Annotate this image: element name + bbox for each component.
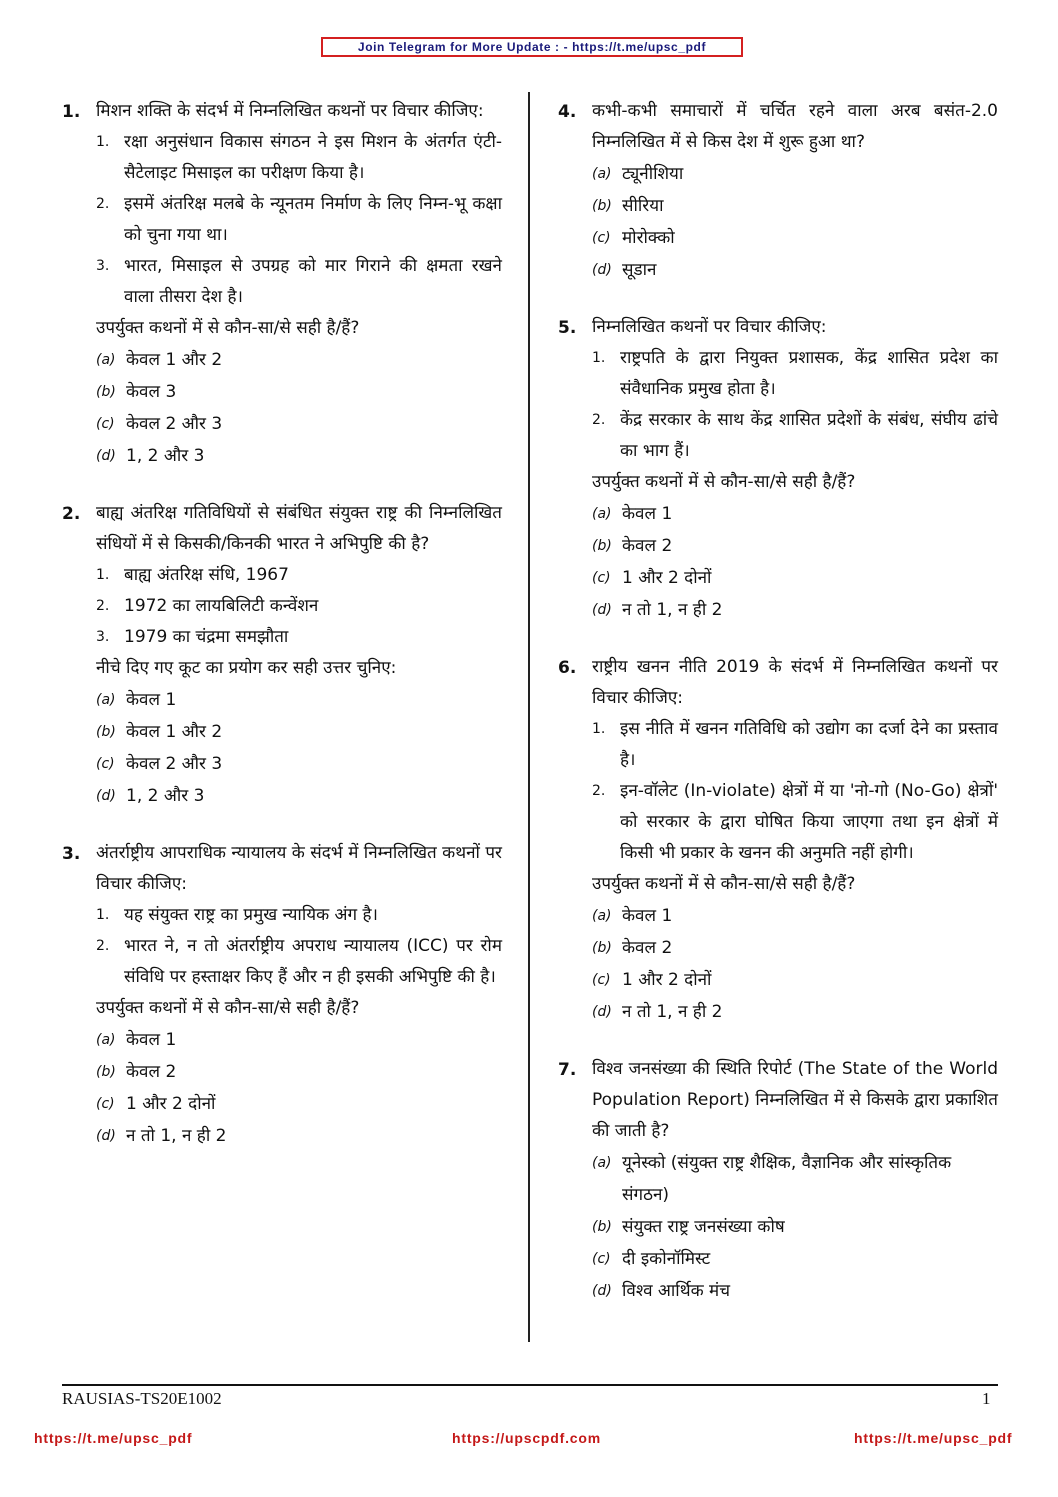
statement-number: 1. (96, 907, 110, 923)
statement-number: 2. (96, 598, 110, 614)
question-number: 4. (558, 102, 577, 122)
question-text: अंतर्राष्ट्रीय आपराधिक न्यायालय के संदर्भ में निम्नलिखित कथनों पर विचार कीजिए: (96, 843, 502, 894)
option-letter: (b) (592, 940, 612, 956)
question-text: राष्ट्रीय खनन नीति 2019 के संदर्भ में निम्नलिखित कथनों पर विचार कीजिए: (592, 657, 998, 708)
option-letter: (b) (592, 198, 612, 214)
question-block (558, 312, 998, 626)
answer-option[interactable] (592, 498, 998, 530)
question-text: निम्नलिखित कथनों पर विचार कीजिए: (592, 317, 827, 337)
question-prompt: उपर्युक्त कथनों में से कौन-सा/से सही है/हैं? (592, 472, 856, 492)
footer-link-left[interactable]: https://t.me/upsc_pdf (34, 1430, 193, 1446)
statement-text: भारत, मिसाइल से उपग्रह को मार गिराने की क्षमता रखने वाला तीसरा देश है। (124, 256, 502, 307)
option-letter: (a) (96, 692, 116, 708)
question-block (558, 652, 998, 1028)
option-letter: (d) (96, 448, 116, 464)
statement-text: भारत ने, न तो अंतर्राष्ट्रीय अपराध न्यायालय (ICC) पर रोम संविधि पर हस्ताक्षर किए हैं और न ही इसकी अभिपुष्टि की है। (124, 936, 502, 987)
answer-option[interactable] (96, 748, 502, 780)
option-text: केवल 1 (126, 1030, 177, 1050)
statement-number: 2. (592, 412, 606, 428)
option-letter: (b) (96, 384, 116, 400)
statement-text: केंद्र सरकार के साथ केंद्र शासित प्रदेशों के संबंध, संघीय ढांचे का भाग हैं। (620, 410, 998, 461)
question-body (592, 652, 998, 1028)
question-number: 3. (62, 844, 81, 864)
statement-number: 2. (96, 938, 110, 954)
question-body (96, 838, 502, 1152)
statement-number: 3. (96, 258, 110, 274)
option-text: केवल 1 (622, 504, 673, 524)
answer-option[interactable] (96, 1088, 502, 1120)
statement-text: इसमें अंतरिक्ष मलबे के न्यूनतम निर्माण के लिए निम्न-भू कक्षा को चुना गया था। (124, 194, 502, 245)
statement-item (592, 343, 998, 405)
statement-number: 1. (96, 134, 110, 150)
question-number: 6. (558, 658, 577, 678)
answer-option[interactable] (96, 376, 502, 408)
statement-number: 2. (96, 196, 110, 212)
option-text: केवल 1 और 2 (126, 350, 223, 370)
statement-text: 1972 का लायबिलिटी कन्वेंशन (124, 596, 319, 616)
statement-item (96, 591, 502, 622)
answer-option[interactable] (592, 1211, 998, 1243)
option-text: केवल 2 और 3 (126, 414, 223, 434)
answer-option[interactable] (592, 1275, 998, 1307)
option-text: 1, 2 और 3 (126, 446, 205, 466)
option-text: सूडान (622, 260, 657, 280)
answer-option[interactable] (592, 530, 998, 562)
statement-item (592, 714, 998, 776)
statement-item (96, 931, 502, 993)
option-letter: (d) (592, 1283, 612, 1299)
statement-text: रक्षा अनुसंधान विकास संगठन ने इस मिशन के अंतर्गत एंटी-सैटेलाइट मिसाइल का परीक्षण किया है। (124, 132, 502, 183)
question-prompt: नीचे दिए गए कूट का प्रयोग कर सही उत्तर चुनिए: (96, 658, 397, 678)
question-body (96, 96, 502, 472)
option-letter: (d) (592, 262, 612, 278)
question-block (558, 1054, 998, 1307)
left-column (62, 96, 502, 1178)
statement-number: 1. (96, 567, 110, 583)
question-prompt: उपर्युक्त कथनों में से कौन-सा/से सही है/हैं? (96, 998, 360, 1018)
answer-option[interactable] (592, 1243, 998, 1275)
option-letter: (a) (592, 1155, 612, 1171)
option-letter: (a) (96, 1032, 116, 1048)
statement-item (592, 776, 998, 869)
option-text: दी इकोनॉमिस्ट (622, 1249, 711, 1269)
statement-item (96, 560, 502, 591)
footer-rule (62, 1384, 998, 1386)
option-letter: (d) (592, 1004, 612, 1020)
statement-number: 2. (592, 783, 606, 799)
option-letter: (c) (96, 1096, 115, 1112)
answer-option[interactable] (96, 1120, 502, 1152)
option-letter: (c) (592, 570, 611, 586)
page-number: 1 (982, 1389, 991, 1408)
statement-text: राष्ट्रपति के द्वारा नियुक्त प्रशासक, केंद्र शासित प्रदेश का संवैधानिक प्रमुख होता है। (620, 348, 998, 399)
answer-option[interactable] (592, 158, 998, 190)
telegram-banner[interactable]: Join Telegram for More Update : - https://t.me/upsc_pdf (321, 37, 743, 57)
option-letter: (a) (592, 506, 612, 522)
option-text: केवल 2 (622, 938, 673, 958)
option-text: केवल 2 और 3 (126, 754, 223, 774)
right-column (558, 96, 998, 1333)
footer-link-right[interactable]: https://t.me/upsc_pdf (854, 1430, 1013, 1446)
statement-item (592, 405, 998, 467)
question-block (558, 96, 998, 286)
option-text: 1 और 2 दोनों (622, 568, 712, 588)
statement-item (96, 622, 502, 653)
question-body (96, 498, 502, 812)
statement-text: इस नीति में खनन गतिविधि को उद्योग का दर्जा देने का प्रस्ताव है। (620, 719, 998, 770)
statement-text: 1979 का चंद्रमा समझौता (124, 627, 289, 647)
question-text: कभी-कभी समाचारों में चर्चित रहने वाला अरब बसंत-2.0 निम्नलिखित में से किस देश में शुरू हुआ था? (592, 101, 998, 152)
answer-option[interactable] (592, 996, 998, 1028)
question-text: विश्व जनसंख्या की स्थिति रिपोर्ट (The State of the World Population Report) निम्नलिखित में से किसके द्वारा प्रकाशित की जाती है? (592, 1059, 998, 1141)
answer-option[interactable] (592, 932, 998, 964)
answer-option[interactable] (592, 190, 998, 222)
answer-option[interactable] (96, 440, 502, 472)
question-number: 1. (62, 102, 81, 122)
option-text: केवल 2 (622, 536, 673, 556)
option-letter: (d) (96, 1128, 116, 1144)
footer-link-center[interactable]: https://upscpdf.com (452, 1430, 601, 1446)
option-letter: (a) (592, 166, 612, 182)
answer-option[interactable] (96, 780, 502, 812)
statement-number: 1. (592, 721, 606, 737)
answer-option[interactable] (96, 344, 502, 376)
statement-item (96, 127, 502, 189)
option-text: न तो 1, न ही 2 (622, 1002, 723, 1022)
option-letter: (d) (592, 602, 612, 618)
answer-option[interactable] (592, 964, 998, 996)
option-text: संयुक्त राष्ट्र जनसंख्या कोष (622, 1217, 785, 1237)
option-letter: (d) (96, 788, 116, 804)
answer-option[interactable] (592, 1147, 998, 1211)
option-text: केवल 3 (126, 382, 177, 402)
option-text: विश्व आर्थिक मंच (622, 1281, 730, 1301)
question-body (592, 312, 998, 626)
option-text: न तो 1, न ही 2 (622, 600, 723, 620)
question-text: मिशन शक्ति के संदर्भ में निम्नलिखित कथनों पर विचार कीजिए: (96, 101, 484, 121)
option-text: 1 और 2 दोनों (622, 970, 712, 990)
column-divider (528, 92, 530, 1342)
option-letter: (a) (592, 908, 612, 924)
option-text: केवल 1 (622, 906, 673, 926)
statement-item (96, 251, 502, 313)
statement-item (96, 189, 502, 251)
statement-text: बाह्य अंतरिक्ष संधि, 1967 (124, 565, 289, 585)
option-letter: (b) (592, 538, 612, 554)
option-text: केवल 1 (126, 690, 177, 710)
document-code: RAUSIAS-TS20E1002 (62, 1389, 222, 1408)
answer-option[interactable] (96, 408, 502, 440)
option-letter: (b) (592, 1219, 612, 1235)
option-letter: (c) (96, 416, 115, 432)
statement-item (96, 900, 502, 931)
question-block (62, 498, 502, 812)
answer-option[interactable] (592, 900, 998, 932)
option-text: सीरिया (622, 196, 664, 216)
answer-option[interactable] (592, 254, 998, 286)
question-block (62, 96, 502, 472)
answer-option[interactable] (96, 684, 502, 716)
question-number: 2. (62, 504, 81, 524)
option-text: मोरोक्को (622, 228, 675, 248)
question-body (592, 1054, 998, 1307)
statement-text: यह संयुक्त राष्ट्र का प्रमुख न्यायिक अंग है। (124, 905, 378, 925)
question-prompt: उपर्युक्त कथनों में से कौन-सा/से सही है/हैं? (96, 318, 360, 338)
question-number: 5. (558, 318, 577, 338)
statement-text: इन-वॉलेट (In-violate) क्षेत्रों में या 'नो-गो (No-Go) क्षेत्रों' को सरकार के द्वारा घोषित किया जाएगा तथा इन क्षेत्रों में किसी भी प्रकार के खनन की अनुमति नहीं होगी। (620, 781, 998, 863)
option-letter: (c) (96, 756, 115, 772)
option-text: 1 और 2 दोनों (126, 1094, 216, 1114)
question-number: 7. (558, 1060, 577, 1080)
option-letter: (c) (592, 1251, 611, 1267)
option-text: न तो 1, न ही 2 (126, 1126, 227, 1146)
statement-number: 3. (96, 629, 110, 645)
answer-option[interactable] (592, 222, 998, 254)
question-prompt: उपर्युक्त कथनों में से कौन-सा/से सही है/हैं? (592, 874, 856, 894)
option-letter: (c) (592, 230, 611, 246)
answer-option[interactable] (592, 562, 998, 594)
option-text: यूनेस्को (संयुक्त राष्ट्र शैक्षिक, वैज्ञानिक और सांस्कृतिक संगठन) (622, 1153, 952, 1205)
option-text: केवल 1 और 2 (126, 722, 223, 742)
answer-option[interactable] (592, 594, 998, 626)
option-letter: (c) (592, 972, 611, 988)
option-letter: (b) (96, 724, 116, 740)
statement-number: 1. (592, 350, 606, 366)
option-letter: (b) (96, 1064, 116, 1080)
answer-option[interactable] (96, 1024, 502, 1056)
question-body (592, 96, 998, 286)
question-block (62, 838, 502, 1152)
option-text: केवल 2 (126, 1062, 177, 1082)
option-text: 1, 2 और 3 (126, 786, 205, 806)
answer-option[interactable] (96, 716, 502, 748)
option-text: ट्यूनीशिया (622, 164, 684, 184)
answer-option[interactable] (96, 1056, 502, 1088)
option-letter: (a) (96, 352, 116, 368)
question-text: बाह्य अंतरिक्ष गतिविधियों से संबंधित संयुक्त राष्ट्र की निम्नलिखित संधियों में से किसकी/किनकी भारत ने अभिपुष्टि की है? (96, 503, 502, 554)
